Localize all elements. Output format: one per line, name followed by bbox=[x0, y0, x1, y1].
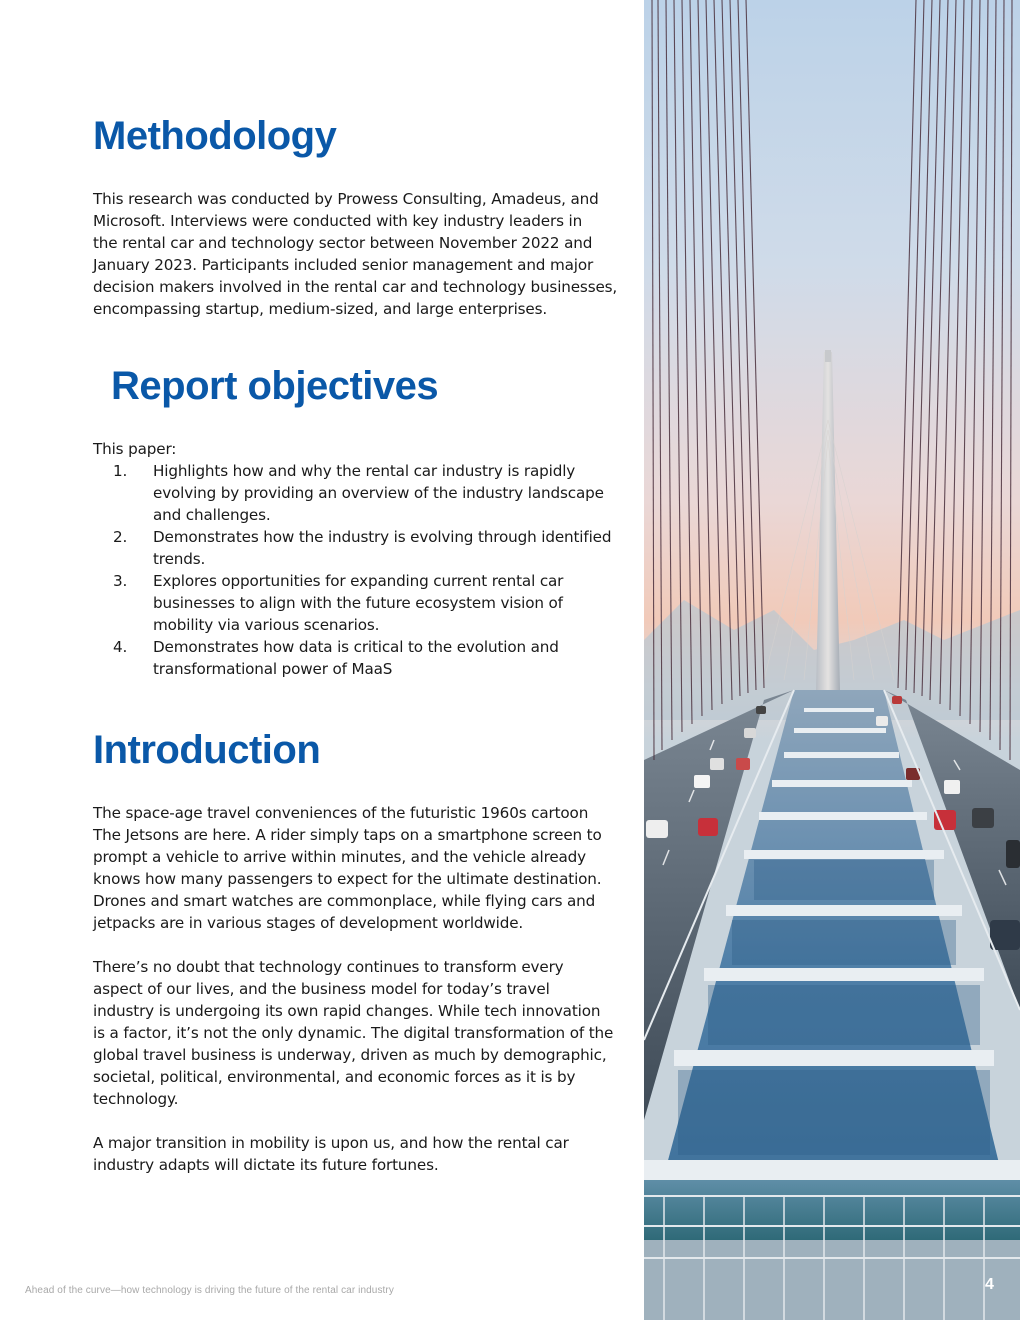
introduction-paragraph-3 bbox=[93, 1132, 621, 1176]
text-line: trends. bbox=[153, 550, 206, 568]
objectives-intro: This paper: bbox=[93, 440, 177, 458]
text-line: January 2023. Participants included senior management and major bbox=[93, 256, 594, 274]
list-item bbox=[93, 570, 621, 636]
text-line: and challenges. bbox=[153, 506, 271, 524]
text-line: aspect of our lives, and the business model for today’s travel bbox=[93, 980, 550, 998]
text-line: industry adapts will dictate its future fortunes. bbox=[93, 1156, 439, 1174]
list-number: 3. bbox=[113, 572, 128, 590]
list-number: 1. bbox=[113, 462, 128, 480]
text-line: Highlights how and why the rental car industry is rapidly bbox=[153, 462, 576, 480]
list-text bbox=[153, 636, 621, 680]
objectives-list bbox=[93, 460, 621, 680]
list-item bbox=[93, 636, 621, 680]
methodology-heading: Methodology bbox=[93, 114, 337, 158]
text-line: mobility via various scenarios. bbox=[153, 616, 380, 634]
list-text bbox=[153, 460, 621, 526]
report-objectives-heading: Report objectives bbox=[111, 364, 439, 408]
text-line: The Jetsons are here. A rider simply taps on a smartphone screen to bbox=[93, 826, 602, 844]
text-line: prompt a vehicle to arrive within minutes, and the vehicle already bbox=[93, 848, 587, 866]
text-line: There’s no doubt that technology continues to transform every bbox=[93, 958, 564, 976]
text-line: encompassing startup, medium-sized, and large enterprises. bbox=[93, 300, 548, 318]
text-line: industry is undergoing its own rapid changes. While tech innovation bbox=[93, 1002, 601, 1020]
list-number: 2. bbox=[113, 528, 128, 546]
introduction-paragraph-2 bbox=[93, 956, 621, 1110]
page-number: 4 bbox=[985, 1276, 994, 1293]
list-number: 4. bbox=[113, 638, 128, 656]
text-line: transformational power of MaaS bbox=[153, 660, 393, 678]
footer-text: Ahead of the curve—how technology is driving the future of the rental car industry bbox=[25, 1285, 394, 1296]
text-line: decision makers involved in the rental car and technology businesses, bbox=[93, 278, 618, 296]
text-line: Drones and smart watches are commonplace, while flying cars and bbox=[93, 892, 596, 910]
text-line: evolving by providing an overview of the industry landscape bbox=[153, 484, 604, 502]
methodology-paragraph bbox=[93, 188, 621, 320]
bridge-illustration bbox=[644, 0, 1020, 1320]
text-line: societal, political, environmental, and economic forces as it is by bbox=[93, 1068, 576, 1086]
text-line: knows how many passengers to expect for the ultimate destination. bbox=[93, 870, 602, 888]
text-line: global travel business is underway, driven as much by demographic, bbox=[93, 1046, 607, 1064]
text-line: Demonstrates how data is critical to the evolution and bbox=[153, 638, 559, 656]
bridge-photo-icon bbox=[644, 0, 1020, 1320]
list-text bbox=[153, 526, 621, 570]
text-line: Explores opportunities for expanding current rental car bbox=[153, 572, 564, 590]
list-text bbox=[153, 570, 621, 636]
list-item bbox=[93, 460, 621, 526]
text-line: businesses to align with the future ecosystem vision of bbox=[153, 594, 563, 612]
text-line: jetpacks are in various stages of development worldwide. bbox=[93, 914, 524, 932]
introduction-paragraph-1 bbox=[93, 802, 621, 934]
introduction-heading: Introduction bbox=[93, 728, 321, 772]
text-line: The space-age travel conveniences of the futuristic 1960s cartoon bbox=[93, 804, 589, 822]
text-line: This research was conducted by Prowess Consulting, Amadeus, and bbox=[93, 190, 599, 208]
text-line: Demonstrates how the industry is evolving through identified bbox=[153, 528, 612, 546]
list-item bbox=[93, 526, 621, 570]
text-line: the rental car and technology sector between November 2022 and bbox=[93, 234, 593, 252]
text-line: A major transition in mobility is upon us, and how the rental car bbox=[93, 1134, 569, 1152]
text-line: Microsoft. Interviews were conducted with key industry leaders in bbox=[93, 212, 583, 230]
text-line: is a factor, it’s not the only dynamic. The digital transformation of the bbox=[93, 1024, 614, 1042]
text-line: technology. bbox=[93, 1090, 179, 1108]
